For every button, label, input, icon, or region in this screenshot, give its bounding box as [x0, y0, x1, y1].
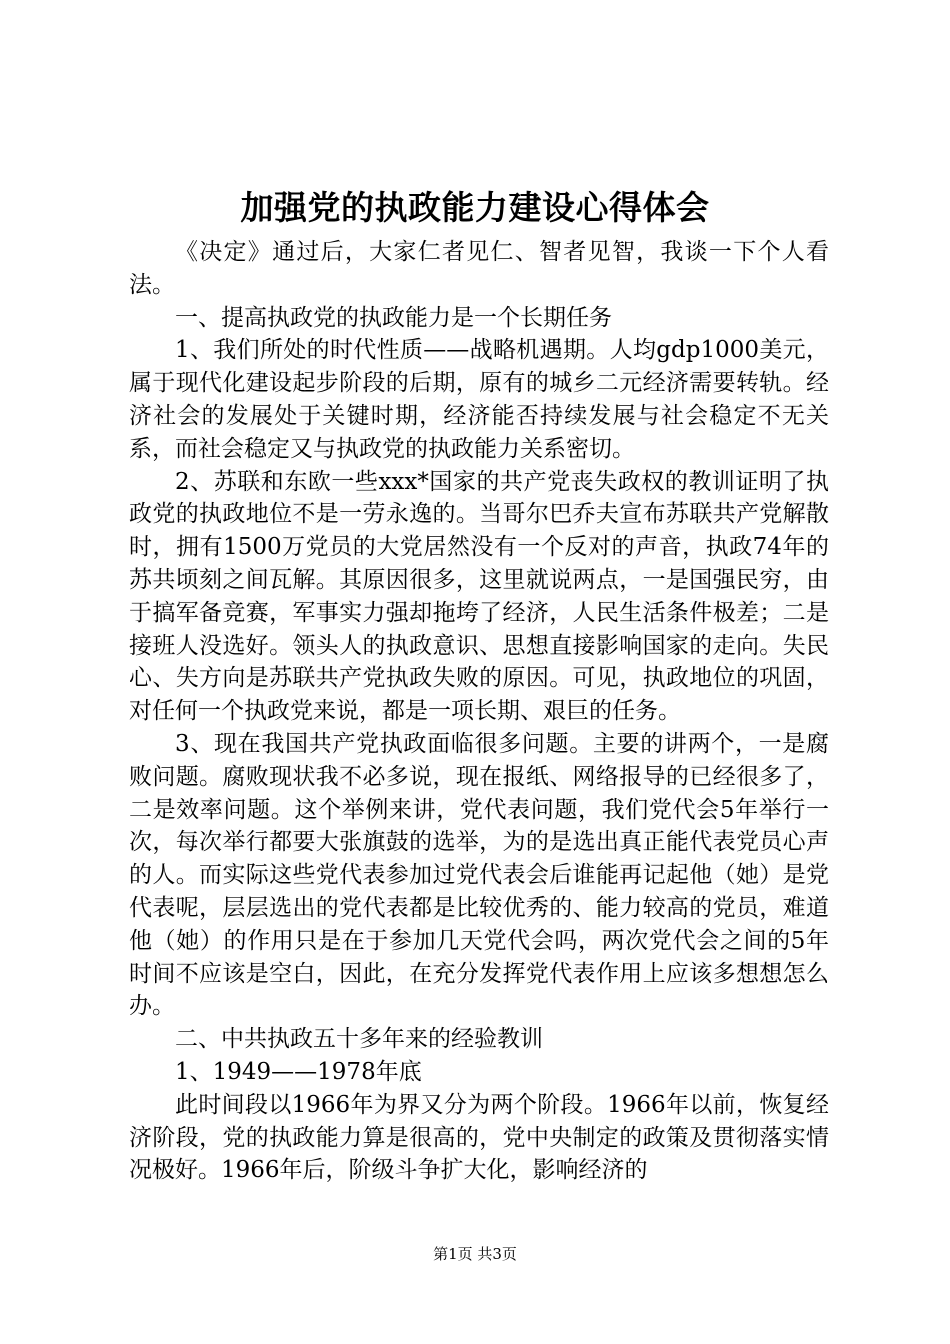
paragraph-intro: 《决定》通过后，大家仁者见仁、智者见智，我谈一下个人看法。 [129, 239, 829, 298]
page-footer: 第1页 共3页 [433, 1245, 517, 1263]
paragraph-2-1: 此时间段以1966年为界又分为两个阶段。1966年以前，恢复经济阶段，党的执政能力算是很高的，党中央制定的政策及贯彻落实情况极好。1966年后，阶级斗争扩大化，影响经济的 [129, 1091, 829, 1184]
section-heading-2: 二、中共执政五十多年来的经验教训 [175, 1026, 543, 1053]
document-title: 加强党的执政能力建设心得体会 [240, 188, 710, 227]
paragraph-1-3: 3、现在我国共产党执政面临很多问题。主要的讲两个，一是腐败问题。腐败现状我不必多说，现在报纸、网络报导的已经很多了，二是效率问题。这个举例来讲，党代表问题，我们党代会5年举行一次，每次举行都要大张旗鼓的选举，为的是选出真正能代表党员心声的人。而实际这些党代表参加过党代表会后谁能再记起他（她）是党代表呢，层层选出的党代表都是比较优秀的、能力较高的党员，难道他（她）的作用只是在于参加几天党代会吗，两次党代会之间的5年时间不应该是空白，因此，在充分发挥党代表作用上应该多想想怎么办。 [129, 730, 829, 1020]
subsection-heading-2-1: 1、1949——1978年底 [175, 1058, 422, 1085]
paragraph-1-1: 1、我们所处的时代性质——战略机遇期。人均gdp1000美元，属于现代化建设起步阶段的后期，原有的城乡二元经济需要转轨。经济社会的发展处于关键时期，经济能否持续发展与社会稳定不无关系，而社会稳定又与执政党的执政能力关系密切。 [129, 337, 829, 462]
document-body [129, 236, 829, 1187]
paragraph-1-2: 2、苏联和东欧一些xxx*国家的共产党丧失政权的教训证明了执政党的执政地位不是一劳永逸的。当哥尔巴乔夫宣布苏联共产党解散时，拥有1500万党员的大党居然没有一个反对的声音，执政74年的苏共顷刻之间瓦解。其原因很多，这里就说两点，一是国强民穷，由于搞军备竞赛，军事实力强却拖垮了经济，人民生活条件极差；二是接班人没选好。领头人的执政意识、思想直接影响国家的走向。失民心、失方向是苏联共产党执政失败的原因。可见，执政地位的巩固，对任何一个执政党来说，都是一项长期、艰巨的任务。 [129, 468, 829, 725]
section-heading-1: 一、提高执政党的执政能力是一个长期任务 [175, 304, 612, 331]
